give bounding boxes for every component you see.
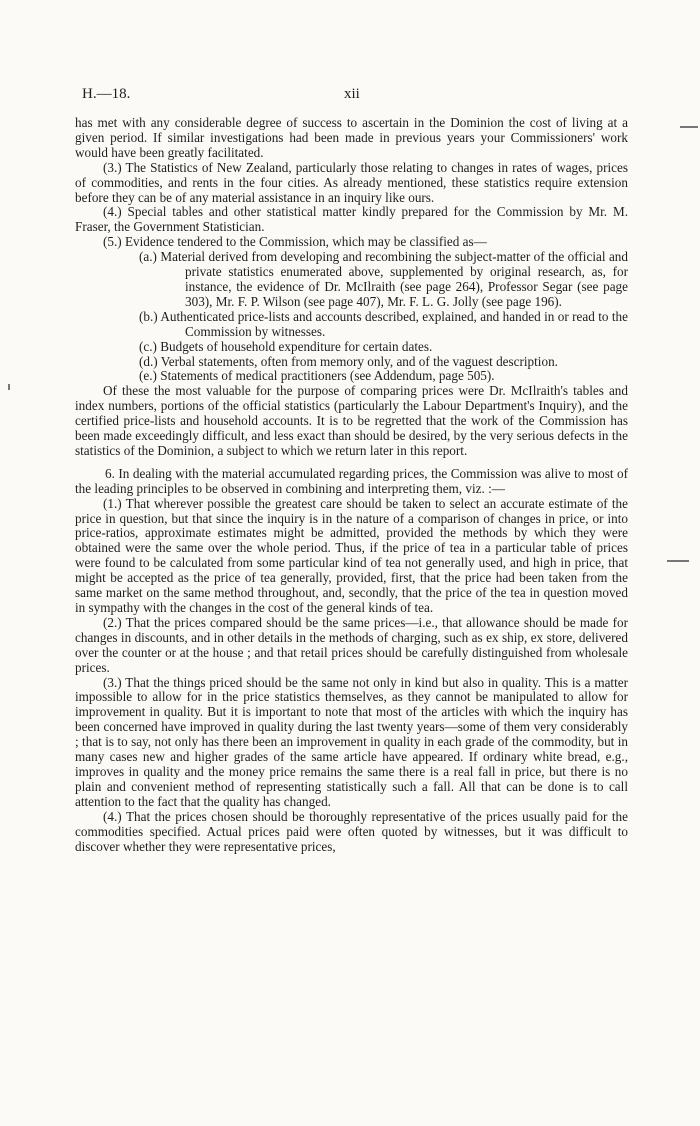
- paragraph-source-3: (3.) The Statistics of New Zealand, particularly those relating to changes in rates of wages, prices of commodities, and rents in the four cities. As already mentioned, these statistics require extension before they can be of any material assistance in an inquiry like ours.: [75, 159, 628, 205]
- paragraph-section-6: 6. In dealing with the material accumulated regarding prices, the Commission was alive to most of the leading principles to be observed in combining and interpreting them, viz. :—: [75, 465, 628, 496]
- list-item-5b: (b.) Authenticated price-lists and accounts described, explained, and handed in or read to the Commission by witnesses.: [139, 308, 628, 339]
- paragraph-source-5: (5.) Evidence tendered to the Commission, which may be classified as—: [103, 234, 487, 250]
- document-reference: H.—18.: [82, 86, 131, 102]
- principle-3: (3.) That the things priced should be the same not only in kind but also in quality. This is a matter impossible to allow for in the price statistics themselves, as they cannot be manipulated to allow for improvement in quality. But it is important to note that most of the articles with which the inquiry has been concerned have improved in quality during the last twenty years—some of them very considerably ; that is to say, not only has there been an improvement in quality in each grade of the commodity, but in many cases new and higher grades of the same article have appeared. If ordinary white bread, e.g., improves in quality and the money price remains the same there is a real fall in price, but there is no plain and convenient method of representing statistically such a fall. All that can be done is to call attention to the fact that the quality has changed.: [75, 674, 628, 809]
- list-item-5a: (a.) Material derived from developing and recombining the subject-matter of the official and private statistics enumerated above, supplemented by original research, as, for instance, the evidence of Dr. McIlraith (see page 264), Professor Segar (see page 303), Mr. F. P. Wilson (see page 407), Mr. F. L. G. Jolly (see page 196).: [139, 249, 628, 309]
- page-number: xii: [344, 86, 360, 102]
- document-body: [75, 116, 628, 854]
- principle-1: (1.) That wherever possible the greatest care should be taken to select an accurate estimate of the price in question, but that since the inquiry is in the nature of a comparison of changes in price, or into price-ratios, approximate estimates might be admitted, provided the methods by which they were obtained were the same over the whole period. Thus, if the price of tea in a particular table of prices were found to be calculated from some particular kind of tea not generally used, and high in price, that might be accepted as the price of tea generally, provided, first, that the price had been taken from the same market on the same method throughout, and, secondly, that the price of the tea in question moved in sympathy with the changes in the cost of the general kinds of tea.: [75, 495, 628, 615]
- margin-mark: [680, 126, 698, 128]
- margin-mark: [667, 560, 689, 562]
- paragraph-intro: has met with any considerable degree of success to ascertain in the Dominion the cost of living at a given period. If similar investigations had been made in previous years your Commissioners' work would have been greatly facilitated.: [75, 115, 628, 160]
- paragraph-source-4: (4.) Special tables and other statistical matter kindly prepared for the Commission by Mr. M. Fraser, the Government Statistician.: [75, 204, 628, 235]
- principle-4: (4.) That the prices chosen should be thoroughly representative of the prices usually paid for the commodities specified. Actual prices paid were often quoted by witnesses, but it was difficult to discover whether they were representative prices,: [75, 808, 628, 854]
- margin-mark: [8, 384, 10, 390]
- list-item-5c: (c.) Budgets of household expenditure for certain dates.: [139, 338, 433, 354]
- principle-2: (2.) That the prices compared should be the same prices—i.e., that allowance should be made for changes in discounts, and in other details in the methods of charging, such as ex ship, ex store, delivered over the counter or at the house ; and that retail prices should be carefully distinguished from wholesale prices.: [75, 614, 628, 675]
- list-item-5d: (d.) Verbal statements, often from memory only, and of the vaguest description.: [139, 353, 558, 369]
- page-header: [82, 86, 628, 108]
- paragraph-most-valuable: Of these the most valuable for the purpose of comparing prices were Dr. McIlraith's tables and index numbers, portions of the official statistics (particularly the Labour Department's Inquiry), and the certified price-lists and household accounts. It is to be regretted that the work of the Commission has been made exceedingly difficult, and less exact than should be desired, by the very serious defects in the statistics of the Dominion, a subject to which we return later in this report.: [75, 383, 628, 458]
- list-item-5e: (e.) Statements of medical practitioners (see Addendum, page 505).: [139, 368, 495, 384]
